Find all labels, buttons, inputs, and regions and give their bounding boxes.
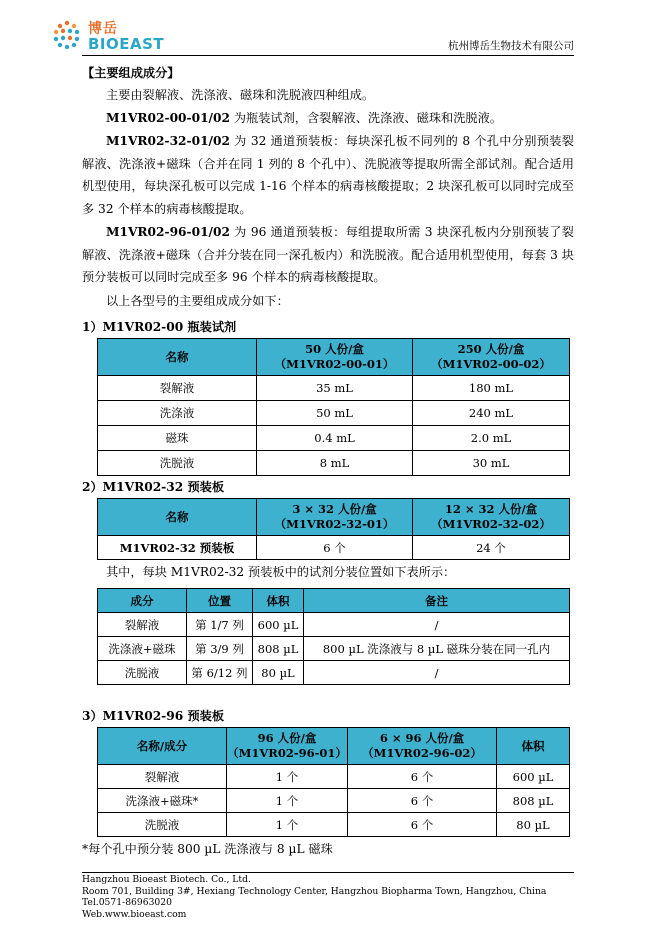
plate-96-footnote: *每个孔中预分装 800 µL 洗涤液与 8 µL 磁珠 <box>82 842 333 856</box>
footer-address: Room 701, Building 3#, Hexiang Technology Center, Hangzhou Biopharma Town, Hangzhou, China <box>82 885 547 897</box>
table-row: M1VR02-32 预装板 6 个 24 个 <box>98 536 570 560</box>
footer-divider <box>82 872 574 873</box>
bottle-reagent-table <box>97 338 570 476</box>
section-3-title: 3）M1VR02-96 预装板 <box>82 709 225 723</box>
col-header-component: 成分 <box>98 589 187 613</box>
col-header-96: 96 人份/盒 （M1VR02-96-01） <box>227 728 348 765</box>
brand-name-en: BIOEAST <box>88 35 165 53</box>
col-header-12x32: 12 × 32 人份/盒 （M1VR02-32-02） <box>413 499 570 536</box>
table-row: 磁珠 0.4 mL 2.0 mL <box>98 426 570 451</box>
paragraph-summary: 以上各型号的主要组成成分如下： <box>106 294 289 308</box>
section-title: 【主要组成成分】 <box>82 66 180 80</box>
paragraph-bottle <box>82 107 574 130</box>
table-row: 洗涤液+磁珠* 1 个 6 个 808 µL <box>98 789 570 813</box>
brand-name-cn: 博岳 <box>88 21 118 37</box>
table-row: 洗脱液 1 个 6 个 80 µL <box>98 813 570 837</box>
col-header-volume: 体积 <box>253 589 304 613</box>
plate-96-table <box>97 727 570 837</box>
section-2-title: 2）M1VR02-32 预装板 <box>82 480 225 494</box>
col-header-position: 位置 <box>187 589 253 613</box>
table-header-row <box>98 339 570 376</box>
paragraph-text: 为瓶装试剂，含裂解液、洗涤液、磁珠和洗脱液。 <box>229 111 502 125</box>
paragraph-text: 为 32 通道预装板：每块深孔板不同列的 8 个孔中分别预装裂解液、洗涤液+磁珠（合并在同 1 列的 8 个孔中）、洗脱液等提取所需全部试剂。配合适用机型使用，每块深孔板可以完成 1-16 个样本的病毒核酸提取；2 块深孔板可以同时完成至多 32 个样本的病毒核酸提取。 <box>82 134 574 216</box>
paragraph-text: 为 96 通道预装板：每组提取所需 3 块深孔板内分别预装了裂解液、洗涤液+磁珠（合并分装在同一深孔板内）和洗脱液。配合适用机型使用，每套 3 块预分装板可以同时完成至多 96 个样本的病毒核酸提取。 <box>82 225 574 285</box>
footer-web: Web.www.bioeast.com <box>82 908 187 920</box>
product-code: M1VR02-96-01/02 <box>106 225 230 239</box>
table-row: 裂解液 第 1/7 列 600 µL / <box>98 613 570 637</box>
paragraph-96-plate <box>82 221 574 289</box>
col-header-remark: 备注 <box>304 589 570 613</box>
header-divider <box>82 55 574 56</box>
col-header-3x32: 3 × 32 人份/盒 （M1VR02-32-01） <box>257 499 413 536</box>
table-row: 洗涤液+磁珠 第 3/9 列 808 µL 800 µL 洗涤液与 8 µL 磁珠分装在同一孔内 <box>98 637 570 661</box>
table-row: 洗涤液 50 mL 240 mL <box>98 401 570 426</box>
section-1-title: 1）M1VR02-00 瓶装试剂 <box>82 320 237 334</box>
plate-32-note: 其中，每块 M1VR02-32 预装板中的试剂分装位置如下表所示： <box>106 565 456 579</box>
company-name: 杭州博岳生物技术有限公司 <box>448 40 574 52</box>
table-row: 洗脱液 8 mL 30 mL <box>98 451 570 476</box>
paragraph-32-plate <box>82 130 574 220</box>
table-row: 裂解液 1 个 6 个 600 µL <box>98 765 570 789</box>
product-code: M1VR02-00-01/02 <box>106 111 230 125</box>
col-header-name: 名称 <box>98 499 257 536</box>
table-header-row <box>98 728 570 765</box>
col-header-250: 250 人份/盒 （M1VR02-00-02） <box>413 339 570 376</box>
table-header-row <box>98 499 570 536</box>
col-header-volume: 体积 <box>497 728 570 765</box>
table-header-row <box>98 589 570 613</box>
company-logo <box>52 18 182 54</box>
col-header-name-component: 名称/成分 <box>98 728 227 765</box>
product-code: M1VR02-32-01/02 <box>106 134 230 148</box>
bioeast-dots-icon <box>52 20 82 50</box>
intro-paragraph: 主要由裂解液、洗涤液、磁珠和洗脱液四种组成。 <box>106 88 375 102</box>
plate-32-table <box>97 498 570 560</box>
table-row: 洗脱液 第 6/12 列 80 µL / <box>98 661 570 685</box>
plate-32-position-table <box>97 588 570 685</box>
footer-company: Hangzhou Bioeast Biotech. Co., Ltd. <box>82 874 251 885</box>
footer <box>82 874 546 920</box>
col-header-6x96: 6 × 96 人份/盒 （M1VR02-96-02） <box>348 728 497 765</box>
col-header-50: 50 人份/盒 （M1VR02-00-01） <box>257 339 413 376</box>
table-row: 裂解液 35 mL 180 mL <box>98 376 570 401</box>
col-header-name: 名称 <box>98 339 257 376</box>
footer-tel: Tel.0571-86963020 <box>82 897 172 909</box>
